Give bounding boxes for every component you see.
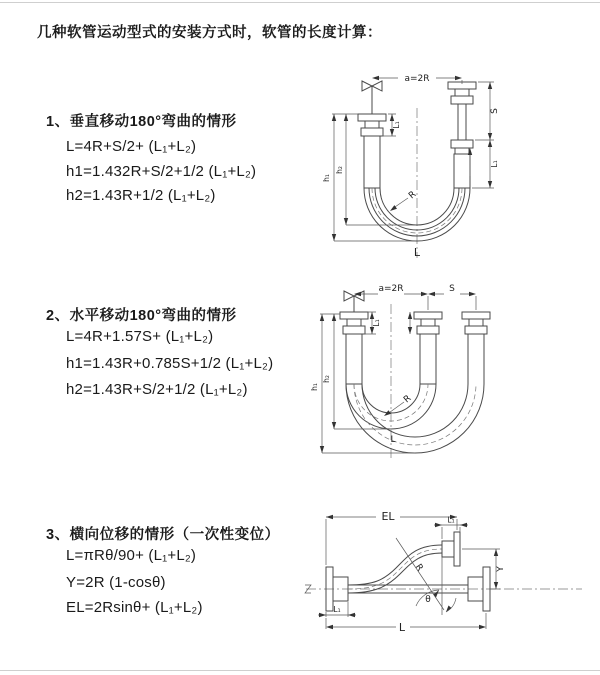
dim-label-S: S — [449, 284, 455, 294]
dim-label-h2: h₂ — [335, 166, 344, 174]
dimension-L1-left — [382, 114, 401, 136]
valve-icon — [362, 81, 382, 114]
section2-heading: 2、水平移动180°弯曲的情形 — [46, 308, 237, 324]
radius-construction — [396, 538, 444, 615]
page-title: 几种软管运动型式的安装方式时，软管的长度计算： — [37, 25, 382, 41]
section2-formula-L: L=4R+1.57S+ (L₁+L₂) — [66, 328, 214, 345]
right-pipe-fitting — [448, 82, 476, 188]
dim-label-a2R: a=2R — [404, 74, 430, 84]
page-bottom-edge — [0, 670, 600, 671]
dim-label-L: L — [398, 621, 406, 634]
section1-formula-L: L=4R+S/2+ (L₁+L₂) — [66, 138, 197, 155]
dim-label-EL: EL — [381, 510, 395, 523]
dimension-h2 — [322, 314, 391, 429]
dim-label-h2: h₂ — [322, 375, 331, 383]
dimension-S — [475, 82, 500, 140]
right-flange-displaced — [442, 532, 460, 566]
left-pipe-fitting — [340, 312, 368, 384]
section1-formula-h2: h2=1.43R+1/2 (L₁+L₂) — [66, 187, 216, 204]
section2-formula-h2: h2=1.43R+S/2+1/2 (L₁+L₂) — [66, 381, 248, 398]
dim-label-L1-right: L₁ — [490, 160, 499, 168]
stroke-direction-arrow — [468, 148, 472, 176]
dim-label-S: S — [490, 108, 500, 114]
dim-label-R: R — [407, 189, 419, 202]
dim-label-L: L — [413, 246, 421, 259]
dimension-h2 — [335, 114, 419, 225]
section1-formula-h1: h1=1.432R+S/2+1/2 (L₁+L₂) — [66, 163, 257, 180]
dim-label-Y: Y — [496, 566, 506, 572]
dimension-Y — [462, 549, 506, 589]
middle-pipe-fitting — [414, 312, 442, 384]
dim-label-R: R — [412, 562, 425, 574]
section2-formula-h1: h1=1.43R+0.785S+1/2 (L₁+L₂) — [66, 355, 274, 372]
dim-label-theta: θ — [425, 595, 431, 605]
dimension-L1-bottom — [318, 602, 356, 617]
dim-label-a2R: a=2R — [378, 284, 404, 294]
dim-label-L1-top: L₁ — [447, 515, 455, 525]
section1-heading: 1、垂直移动180°弯曲的情形 — [46, 114, 237, 130]
dim-label-L1: L₁ — [372, 319, 381, 327]
dim-label-h1: h₁ — [310, 383, 319, 391]
dimension-S — [428, 284, 476, 310]
dimension-L1 — [364, 312, 381, 334]
dim-label-L1-left: L₁ — [392, 121, 401, 129]
dim-label-L: L — [390, 435, 396, 445]
dim-label-R: R — [402, 393, 414, 406]
hose-u-bend-position2 — [346, 384, 484, 453]
dimension-EL — [326, 510, 457, 565]
dimension-L1-right — [472, 140, 499, 188]
page-top-edge — [0, 2, 600, 3]
dimension-L — [326, 613, 486, 634]
section3-formula-Y: Y=2R (1-cosθ) — [66, 574, 166, 591]
radius-callout — [384, 394, 413, 416]
section3-heading: 3、横向位移的情形（一次性变位） — [46, 527, 280, 543]
dim-label-h1: h₁ — [322, 174, 331, 182]
moved-pipe-fitting — [462, 312, 490, 384]
section3-formula-EL: EL=2Rsinθ+ (L₁+L₂) — [66, 599, 203, 616]
radius-callout — [390, 190, 418, 211]
dim-label-L1-bottom: L₁ — [333, 605, 341, 614]
dimension-L1-top — [434, 516, 468, 540]
diagram-lateral-displacement — [296, 503, 588, 648]
dimension-tick-middle — [408, 312, 412, 334]
diagram-vertical-180-bend — [312, 70, 572, 262]
left-pipe-fitting — [358, 114, 386, 188]
section3-formula-L: L=πRθ/90+ (L₁+L₂) — [66, 547, 197, 564]
diagram-horizontal-180-bend — [306, 282, 574, 462]
